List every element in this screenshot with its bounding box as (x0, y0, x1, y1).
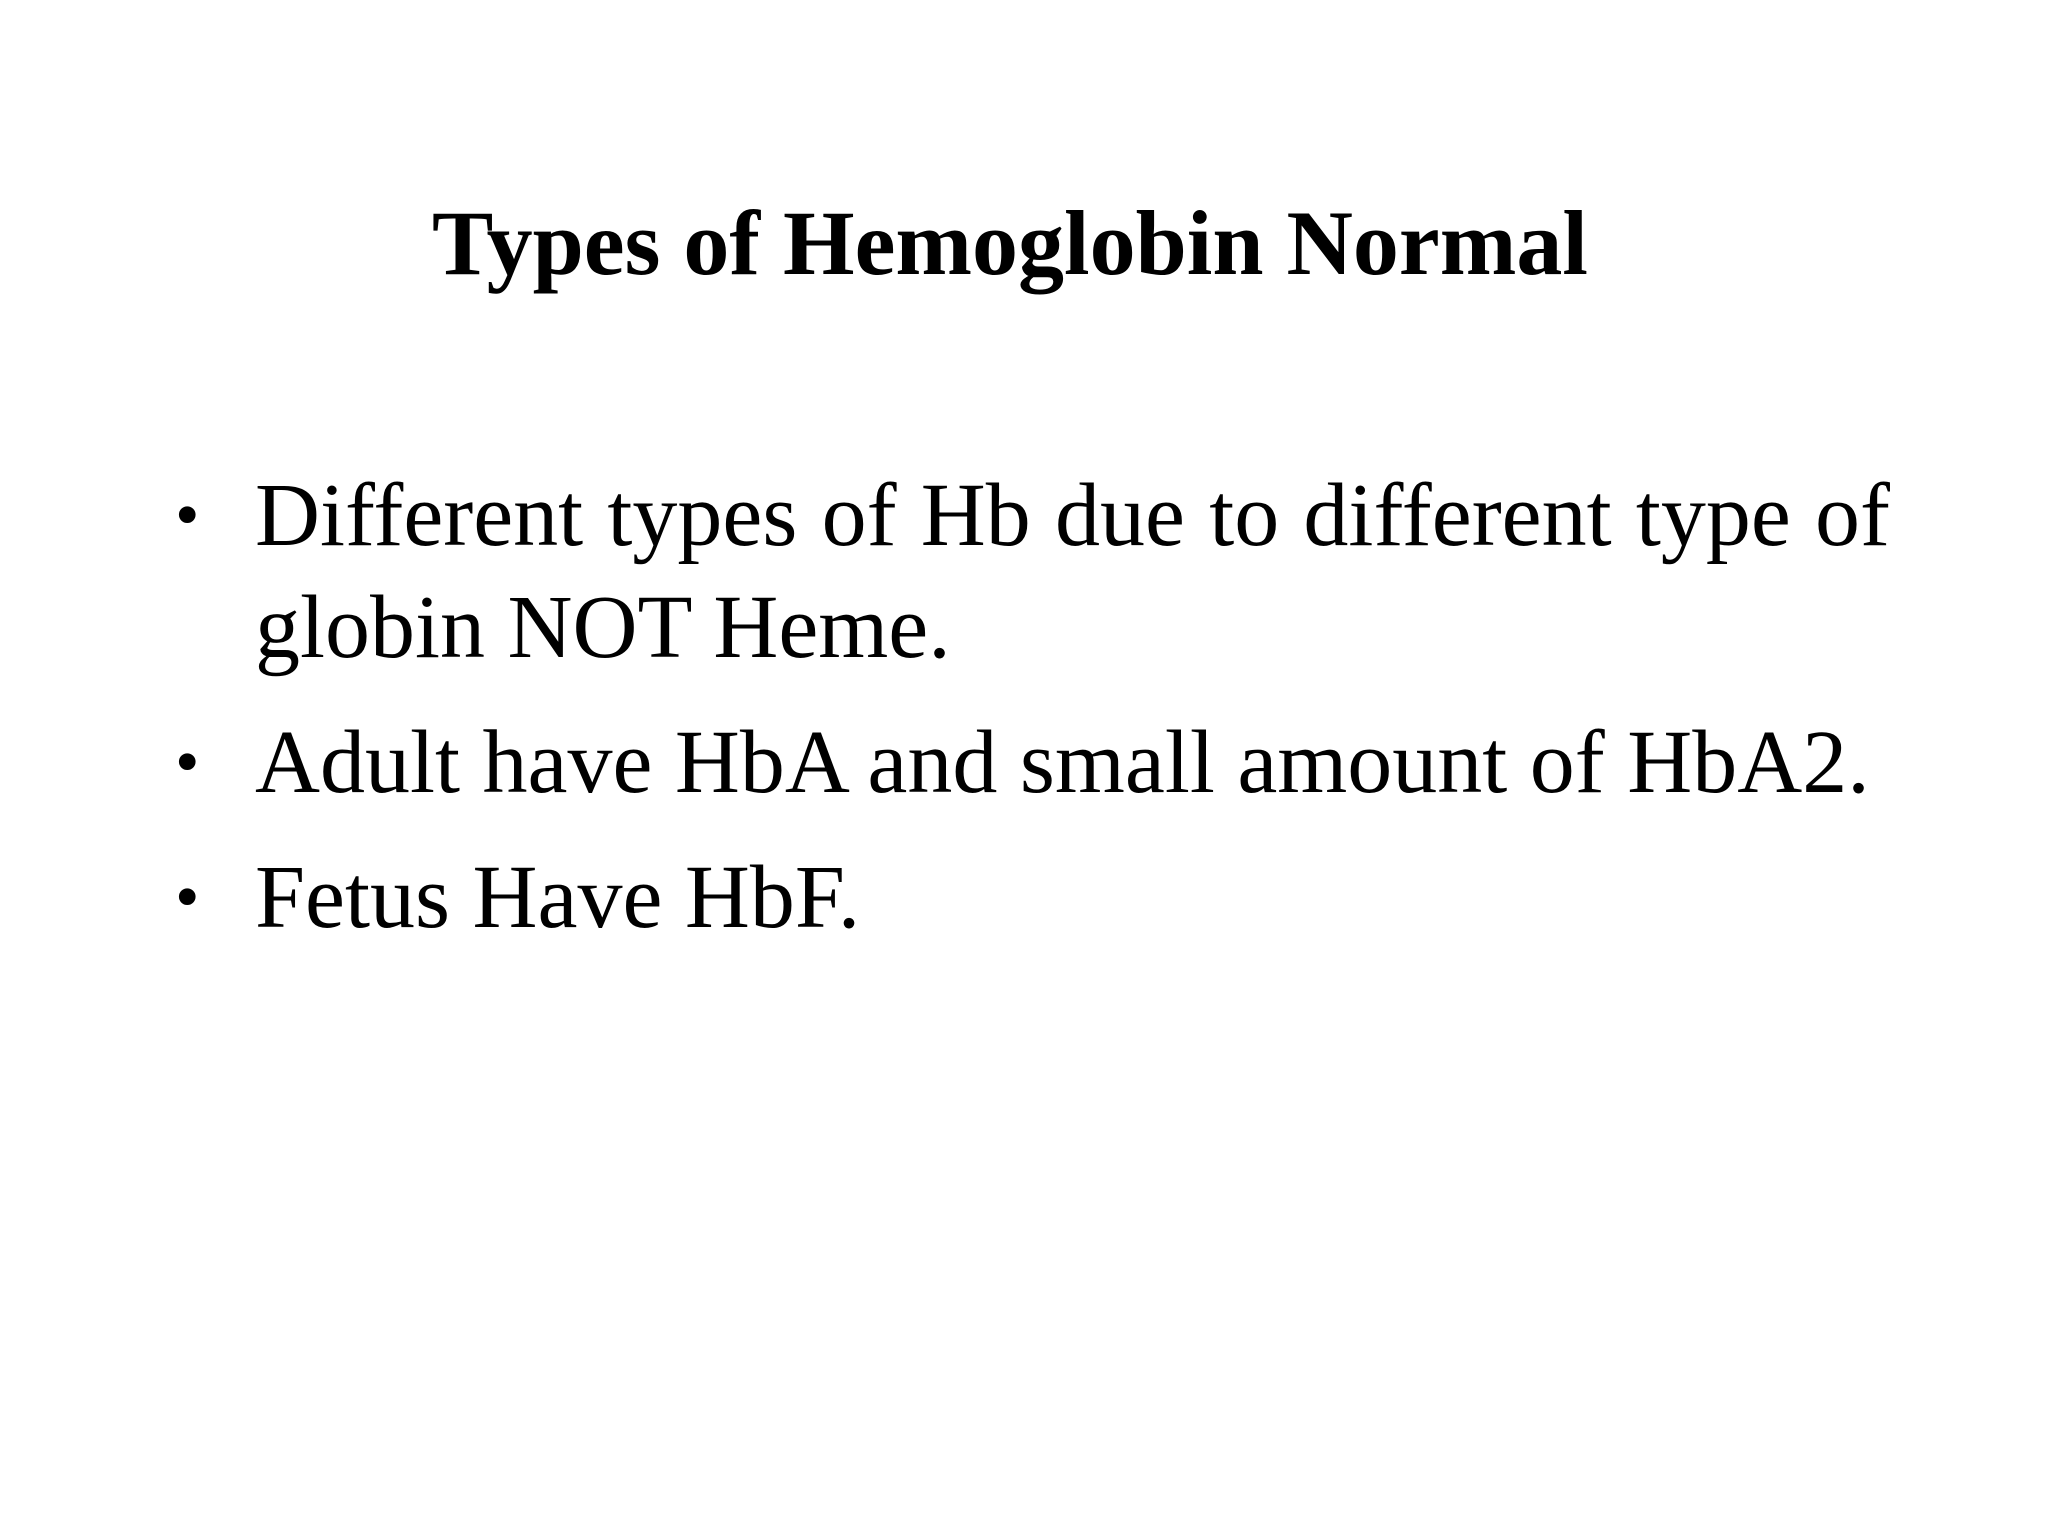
bullet-list (175, 460, 1890, 977)
bullet-text: Fetus Have HbF. (255, 848, 861, 947)
bullet-icon: • (175, 859, 200, 936)
bullet-text: Different types of Hb due to different type of globin NOT Heme. (255, 466, 1890, 677)
bullet-item (175, 707, 1890, 819)
bullet-text: Adult have HbA and small amount of HbA2. (255, 713, 1870, 812)
bullet-icon: • (175, 724, 200, 801)
bullet-item (175, 842, 1890, 954)
bullet-item (175, 460, 1890, 684)
bullet-icon: • (175, 477, 200, 554)
slide-title: Types of Hemoglobin Normal (432, 192, 1588, 294)
